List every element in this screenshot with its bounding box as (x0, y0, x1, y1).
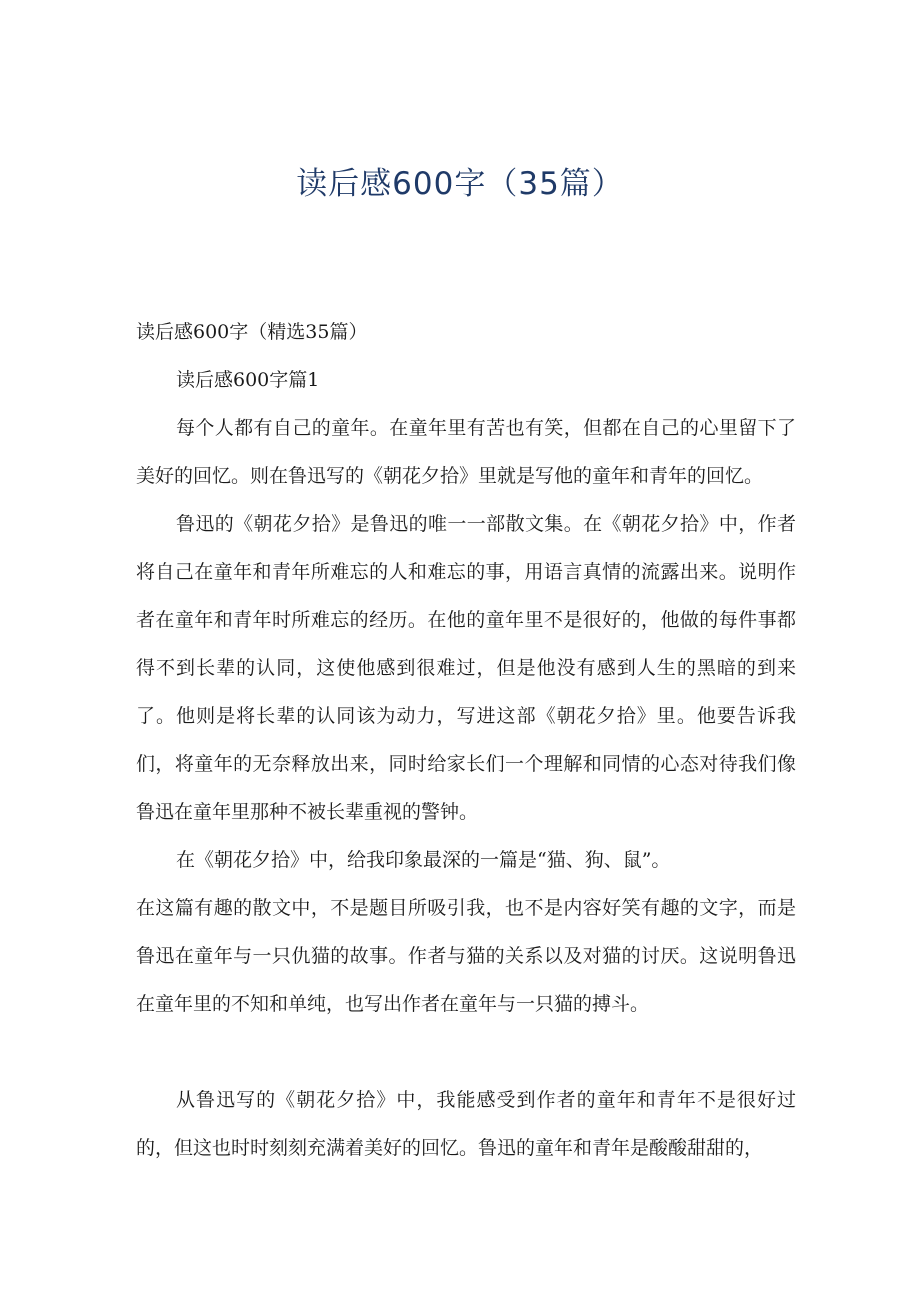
document-title: 读后感600字（35篇） (296, 166, 624, 202)
paragraph-3: 在《朝花夕拾》中，给我印象最深的一篇是“猫、狗、鼠”。 (176, 849, 671, 871)
document-body (136, 308, 796, 1172)
section-heading: 读后感600字篇1 (176, 369, 320, 391)
paragraph-4: 在这篇有趣的散文中，不是题目所吸引我，也不是内容好笑有趣的文字，而是鲁迅在童年与一只仇猫的故事。作者与猫的关系以及对猫的讨厌。这说明鲁迅在童年里的不知和单纯，也写出作者在童年与一只猫的搏斗。 (136, 897, 796, 1015)
paragraph-gap (136, 1028, 796, 1076)
paragraph-1: 每个人都有自己的童年。在童年里有苦也有笑，但都在自己的心里留下了美好的回忆。则在鲁迅写的《朝花夕拾》里就是写他的童年和青年的回忆。 (136, 417, 796, 487)
paragraph-2: 鲁迅的《朝花夕拾》是鲁迅的唯一一部散文集。在《朝花夕拾》中，作者将自己在童年和青年所难忘的人和难忘的事，用语言真情的流露出来。说明作者在童年和青年时所难忘的经历。在他的童年里不是很好的，他做的每件事都得不到长辈的认同，这使他感到很难过，但是他没有感到人生的黑暗的到来了。他则是将长辈的认同该为动力，写进这部《朝花夕拾》里。他要告诉我们，将童年的无奈释放出来，同时给家长们一个理解和同情的心态对待我们像鲁迅在童年里那种不被长辈重视的警钟。 (136, 513, 796, 823)
paragraph-5: 从鲁迅写的《朝花夕拾》中，我能感受到作者的童年和青年不是很好过的，但这也时时刻刻充满着美好的回忆。鲁迅的童年和青年是酸酸甜甜的， (136, 1089, 796, 1159)
document-subtitle: 读后感600字（精选35篇） (136, 321, 368, 343)
